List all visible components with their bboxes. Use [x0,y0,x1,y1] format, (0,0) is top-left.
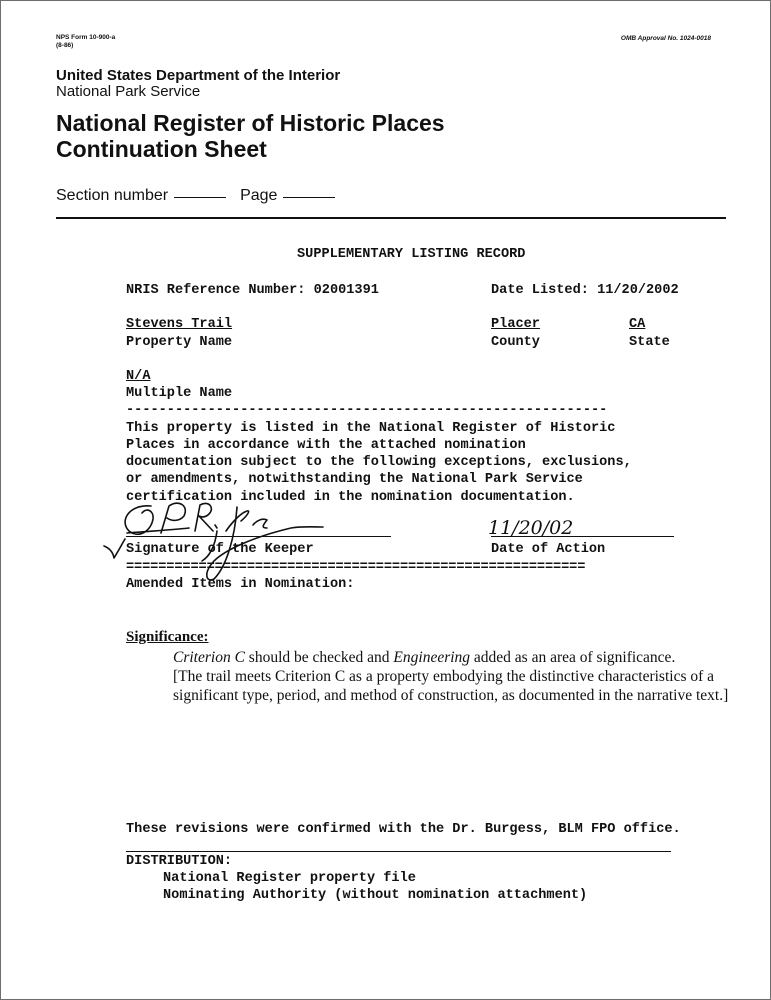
nris-number: 02001391 [313,283,379,298]
distribution-label: DISTRIBUTION: [126,854,233,869]
omb-approval: OMB Approval No. 1024-0018 [620,35,711,42]
handwritten-date: 11/20/02 [488,517,574,539]
statement-line-5: certification included in the nomination documentation. [126,490,575,505]
department-name: United States Department of the Interior [56,67,341,84]
section-number-label: Section number [56,187,169,204]
significance-line-1 [173,648,675,667]
section-page-row [56,187,335,205]
record-heading: SUPPLEMENTARY LISTING RECORD [297,247,526,262]
significance-heading: Significance: [126,629,209,645]
significance-line-2: [The trail meets Criterion C as a property embodying the distinctive characteristics of a [173,668,715,685]
distribution-rule [126,851,671,852]
section-number-field [174,197,226,198]
statement-line-2: Places in accordance with the attached nomination [126,438,526,453]
distribution-item-1: National Register property file [163,871,416,886]
page-field [283,197,335,198]
multiple-name-label: Multiple Name [126,386,233,401]
form-number-text: NPS Form 10-900-a [56,34,116,41]
statement-line-4: or amendments, notwithstanding the National Park Service [126,472,583,487]
statement-line-1: This property is listed in the National Register of Historic [126,421,616,436]
significance-line-1-end: added as an area of significance. [470,649,676,666]
form-revision-text: (8-86) [56,41,74,49]
significance-line-1-mid: should be checked and [244,649,394,666]
engineering-text: Engineering [393,649,471,666]
date-listed-value: 11/20/2002 [597,283,679,298]
distribution-item-2: Nominating Authority (without nomination attachment) [163,888,588,903]
criterion-c-text: Criterion C [173,649,245,666]
date-listed-label: Date Listed: [491,283,589,298]
county-value: Placer [491,317,540,332]
agency-name: National Park Service [56,83,201,100]
amended-items-label: Amended Items in Nomination: [126,577,355,592]
statement-line-3: documentation subject to the following exceptions, exclusions, [126,455,632,470]
header-rule [56,217,726,219]
confirmation-text: These revisions were confirmed with the Dr. Burgess, BLM FPO office. [126,822,681,837]
dash-rule: ----------------------------------------------------------- [126,403,608,418]
date-of-action-label: Date of Action [491,542,606,557]
page-label: Page [240,187,278,204]
property-name-label: Property Name [126,335,233,350]
nris-label: NRIS Reference Number: [126,283,306,298]
state-value: CA [629,317,646,332]
county-label: County [491,335,540,350]
form-title-line1: National Register of Historic Places [56,110,445,136]
property-name-value: Stevens Trail [126,317,233,332]
significance-line-3: significant type, period, and method of construction, as documented in the narrative text.] [173,687,729,704]
form-title-line2: Continuation Sheet [56,136,267,162]
multiple-name-value: N/A [126,369,151,384]
date-of-action-line [491,536,674,537]
signature-label: Signature of the Keeper [126,542,314,557]
nris-reference [126,282,379,299]
signature-line [126,536,391,537]
state-label: State [629,335,670,350]
equals-rule: ========================================================= [126,560,586,575]
date-listed [491,282,679,299]
form-number [56,34,115,49]
